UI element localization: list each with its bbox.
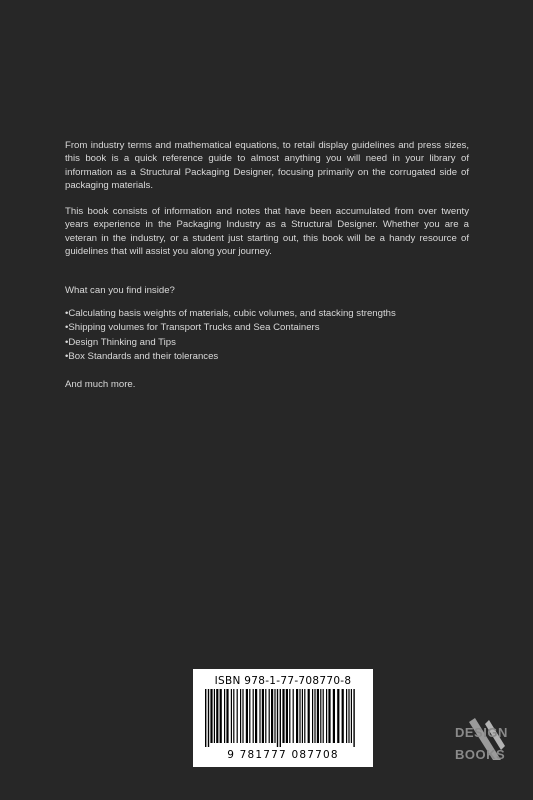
intro-paragraph-2: This book consists of information and notes that have been accumulated from over twenty years experience in the Packaging Industry as a Structural Designer. Whether you are a veteran in the industry, or a student just starting out, this book will be a handy resource of guidelines that will assist you along your journey. — [65, 206, 469, 258]
publisher-logo — [455, 722, 521, 777]
feature-list — [65, 307, 469, 365]
intro-paragraph-1: From industry terms and mathematical equations, to retail display guidelines and press sizes, this book is a quick reference guide to almost anything you will need in your library of information as a Structural Packaging Designer, focusing primarily on the corrugated side of packaging materials. — [65, 140, 469, 192]
logo-text-line1: DESIGN — [455, 725, 508, 740]
barcode-bars — [203, 689, 363, 747]
feature-item: • Shipping volumes for Transport Trucks and Sea Containers — [65, 321, 469, 334]
inside-heading: What can you find inside? — [65, 285, 175, 296]
feature-item: • Box Standards and their tolerances — [65, 350, 469, 363]
isbn-label: ISBN 978-1-77-708770-8 — [214, 675, 352, 687]
barcode-panel — [193, 669, 373, 767]
barcode-digits: 9 781777 087708 — [227, 749, 339, 761]
feature-item: • Design Thinking and Tips — [65, 336, 469, 349]
closing-text: And much more. — [65, 379, 136, 390]
logo-text-line2: BOOKS — [455, 747, 506, 762]
feature-item: • Calculating basis weights of materials, cubic volumes, and stacking strengths — [65, 307, 469, 320]
